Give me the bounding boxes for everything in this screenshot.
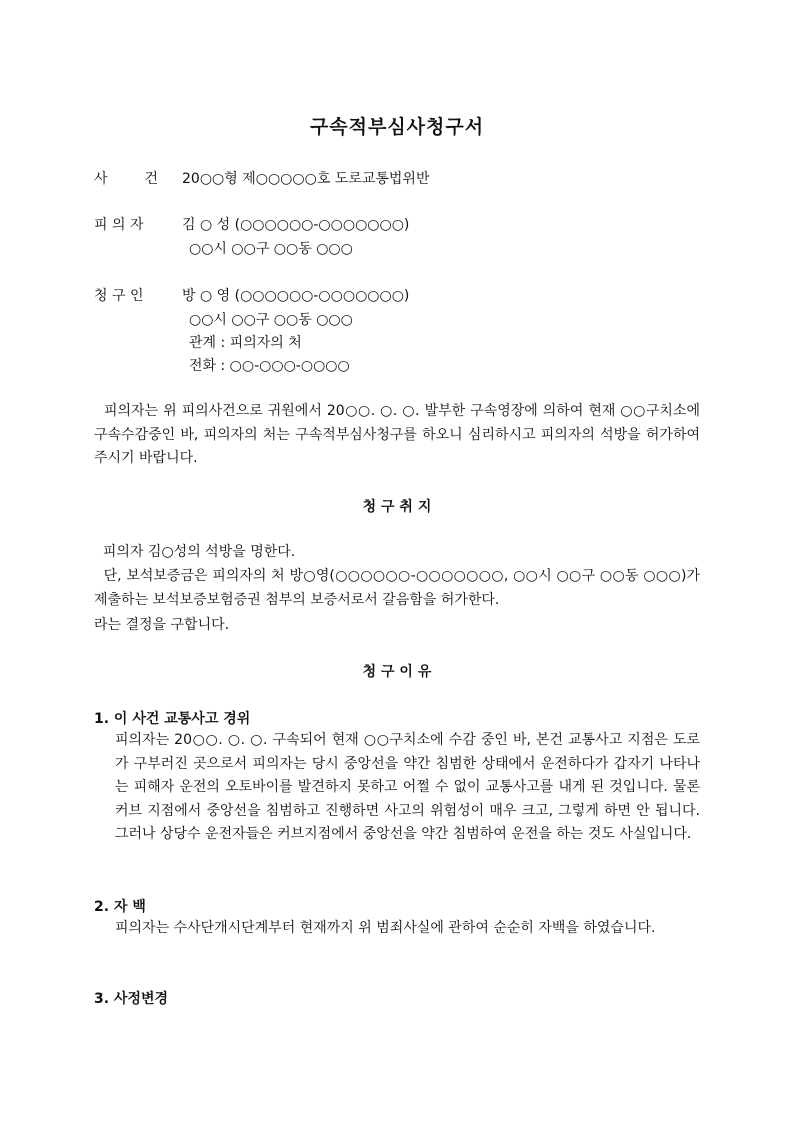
section-3-heading: 3. 사정변경 (94, 991, 169, 1007)
intro-paragraph: 피의자는 위 피의사건으로 귀원에서 20○○. ○. ○. 발부한 구속영장에 의하여 현재 ○○구치소에 구속수감중인 바, 피의자의 처는 구속적부심사청구를 하오니 심리하시고 피의자의 석방을 허가하여 주시기 바랍니다. (94, 403, 705, 466)
purpose-line-3: 라는 결정을 구합니다. (94, 617, 230, 633)
petitioner-phone: 전화 : ○○-○○○-○○○○ (189, 358, 350, 374)
petitioner-address: ○○시 ○○구 ○○동 ○○○ (189, 312, 353, 328)
section-2-body: 피의자는 수사단개시단계부터 현재까지 위 범죄사실에 관하여 순순히 자백을 하였습니다. (115, 920, 656, 936)
petitioner-relation: 관계 : 피의자의 처 (189, 335, 302, 351)
purpose-line-1: 피의자 김○성의 석방을 명한다. (94, 544, 296, 560)
reasons-heading: 청 구 이 유 (362, 664, 432, 680)
purpose-heading: 청 구 취 지 (362, 499, 432, 515)
section-2-heading: 2. 자 백 (94, 899, 146, 915)
section-1-body: 피의자는 20○○. ○. ○. 구속되어 현재 ○○구치소에 수감 중인 바, 본건 교통사고 지점은 도로가 구부러진 곳으로서 피의자는 당시 중앙선을 약간 침범한 상태에서 운전하다가 갑자기 나타나는 피해자 운전의 오토바이를 발견하지 못하고 어쩔 수 없이 교통사고를 내게 된 것입니다. 물론 커브 지점에서 중앙선을 침범하고 진행하면 사고의 위험성이 매우 크고, 그렇게 하면 안 됩니다. 그러나 상당수 운전자들은 커브지점에서 중앙선을 약간 침범하여 운전을 하는 것도 사실입니다. (115, 732, 700, 842)
suspect-address: ○○시 ○○구 ○○동 ○○○ (189, 241, 353, 257)
document-title: 구속적부심사청구서 (309, 116, 485, 138)
petitioner-label: 청 구 인 (94, 288, 144, 304)
case-label: 사 건 (94, 171, 158, 187)
section-1-heading: 1. 이 사건 교통사고 경위 (94, 711, 251, 727)
purpose-line-2: 단, 보석보증금은 피의자의 처 방○영(○○○○○○-○○○○○○○, ○○시 ○○구 ○○동 ○○○)가 제출하는 보석보증보험증권 첨부의 보증서로서 갈음함을 허가한다. (94, 568, 705, 608)
petitioner-name: 방 ○ 영 (○○○○○○-○○○○○○○) (182, 288, 410, 304)
suspect-label: 피 의 자 (94, 217, 144, 233)
suspect-name: 김 ○ 성 (○○○○○○-○○○○○○○) (182, 217, 410, 233)
case-number: 20○○형 제○○○○○호 도로교통법위반 (182, 171, 430, 187)
